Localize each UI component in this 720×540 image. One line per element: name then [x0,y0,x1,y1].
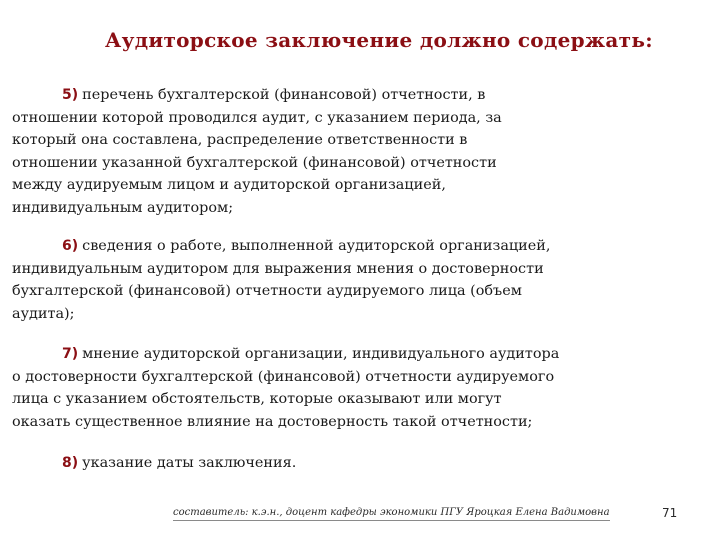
item-line: бухгалтерской (финансовой) отчетности аудируемого лица (объем [12,283,522,299]
item-number: 5) [62,87,79,103]
item-line [12,235,702,258]
item-number: 6) [62,238,79,254]
page-number: 71 [662,506,678,520]
item-number: 8) [62,455,79,471]
item-line: между аудируемым лицом и аудиторской организацией, [12,177,446,193]
item-line [12,84,702,107]
list-item-8 [12,452,702,475]
list-item-7 [12,343,702,433]
slide-footer-author: составитель: к.э.н., доцент кафедры экономики ПГУ Яроцкая Елена Вадимовна [173,507,610,521]
item-line: отношении указанной бухгалтерской (финансовой) отчетности [12,154,497,171]
item-line: индивидуальным аудитором для выражения мнения о достоверности [12,260,544,277]
list-item-6 [12,235,702,325]
item-number: 7) [62,346,79,362]
item-text: мнение аудиторской организации, индивидуального аудитора [82,346,560,362]
item-line: аудита); [12,305,75,322]
item-text: указание даты заключения. [82,455,297,471]
item-line [12,343,702,366]
item-line: оказать существенное влияние на достоверность такой отчетности; [12,413,533,430]
item-line: который она составлена, распределение ответственности в [12,132,468,148]
item-line: отношении которой проводился аудит, с указанием периода, за [12,109,502,126]
slide-title: Аудиторское заключение должно содержать: [105,28,653,52]
list-item-5 [12,84,702,219]
item-line: индивидуальным аудитором; [12,199,234,216]
item-text: перечень бухгалтерской (финансовой) отчетности, в [82,87,486,103]
item-line: лица с указанием обстоятельств, которые оказывают или могут [12,391,502,407]
item-line: о достоверности бухгалтерской (финансовой) отчетности аудируемого [12,368,555,385]
item-line [12,452,702,475]
item-text: сведения о работе, выполненной аудиторской организацией, [82,238,551,254]
